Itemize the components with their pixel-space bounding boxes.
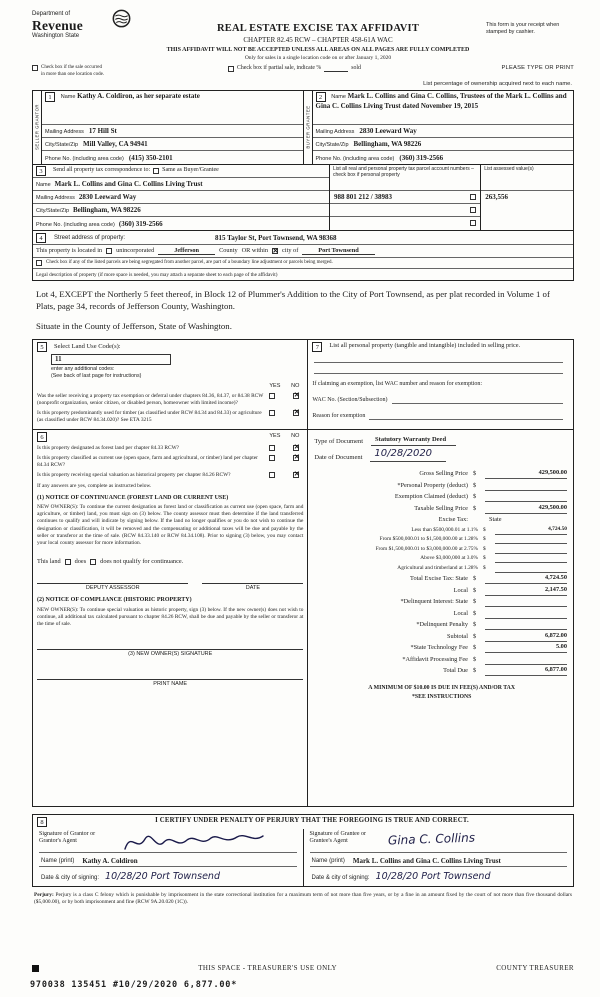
q1-no-checkbox[interactable] [293,393,299,399]
form-title: REAL ESTATE EXCISE TAX AFFIDAVIT [216,23,420,34]
partial-sale-checkbox[interactable] [228,66,234,72]
correspondence-phone-row [33,217,329,230]
section-7-badge: 7 [312,342,322,352]
located-in-label: This property is located in [36,247,103,255]
parcel-number-blank-row [330,204,480,217]
same-as-buyer-label: Same as Buyer/Grantee [162,167,219,174]
title-block [150,9,486,62]
grantor-print-name: Kathy A. Coldiron [82,856,138,865]
buyer-side-strip [304,91,313,164]
assessed-value-column [481,165,573,230]
receipt-note: This form is your receipt when stamped by cashier. [486,22,560,36]
grantee-print-name-row [310,853,568,867]
tax-amount [485,605,567,607]
buyer-name-row [313,91,574,125]
correspondence-phone-label: Phone No. (including area code) [36,222,115,229]
personal-property-checkbox-1[interactable] [470,194,476,200]
dollar-sign: $ [472,481,477,489]
dollar-sign: $ [472,655,477,663]
land-use-column [33,340,308,806]
date-city-label: Date & city of signing: [41,875,100,882]
wac-number-label: WAC No. (Section/Subsection) [312,396,388,403]
exemption-reason-label: Reason for exemption [312,412,366,419]
print-name-line[interactable]: PRINT NAME [37,679,303,688]
minimum-fee-note: A MINIMUM OF $10.00 IS DUE IN FEE(S) AND/OR TAX [368,685,516,692]
correspondence-csz-label: City/State/Zip [36,208,70,215]
excise-tax-table [312,468,571,677]
tax-row-delinquent-interest-local [312,607,571,619]
notice-continuance-text: NEW OWNER(S): To continue the current designation as forest land or classification as current use (open space, farm and agriculture, or timber) land, you must sign on (3) below. The county assessor must then determine if the land transferred continues to qualify and will indicate by signing below. If the land no longer qualifies or you do not wish to continue the designation or classification, it will be removed and the compensating or additional taxes will be due and payable by the seller or transferor at the time of sale. (RCW 84.33.140 or RCW 84.34.108). Prior to signing (3) below, you may contact your local county assessor for more information. [37,504,304,547]
seller-name-value: Kathy A. Coldiron, as her separate estate [77,91,200,100]
correspondence-name-label: Name [36,182,51,189]
city-checkbox[interactable] [272,248,278,254]
personal-property-blank-1[interactable] [314,352,563,363]
wac-number-blank[interactable] [392,396,563,404]
question-text: Is this property receiving special valuation as historical property per chapter 84.26 RCW? [37,471,231,478]
buyer-name-label: Name [331,93,346,100]
legal-description-label: Legal description of property (if more space is needed, you may attach a separate sheet to each page of the affidavit) [36,272,278,279]
tax-amount [485,663,567,665]
dollar-sign: $ [482,555,486,562]
parcel-number-row [330,191,480,204]
grantor-date-city-row [39,867,297,883]
correspondence-mailing-value: 2830 Leeward Way [78,193,137,202]
correspondence-mailing-row [33,191,329,204]
tax-row-exemption-deduct [312,491,571,503]
no-label: NO [291,433,300,440]
tax-label: Total Due [443,667,468,675]
dollar-sign: $ [472,598,477,606]
seller-grantor-box [33,91,304,164]
no-label: NO [291,382,300,389]
historic-yes-checkbox[interactable] [269,472,275,478]
parcel-numbers-header: List all real and personal property tax parcel account numbers – check box if personal property [330,165,480,191]
document-info-block [308,429,573,462]
tax-label: Subtotal [446,632,468,640]
parties-section [32,90,574,165]
tax-row-affidavit-fee [312,653,571,665]
cashier-stamp: 970038 135451 #10/29/2020 6,877.00* [30,980,238,991]
dollar-sign: $ [472,586,477,594]
tax-rate-row-1 [312,525,571,535]
grantee-signature: Gina C. Collins [387,830,475,848]
historic-no-checkbox[interactable] [293,472,299,478]
treasurer-space-label: THIS SPACE - TREASURER'S USE ONLY [198,964,338,973]
this-land-label: This land [37,558,61,566]
tax-amount: 4,724.50 [485,574,567,584]
assessor-signature-lines [37,583,303,592]
buyer-mailing-label: Mailing Address [315,129,355,136]
top-options-row [32,65,574,78]
does-checkbox[interactable] [65,559,71,565]
land-use-header [37,342,303,352]
tax-row-delinquent-penalty [312,619,571,631]
tax-label: Total Excise Tax: State [410,575,468,583]
tax-amount: 6,877.00 [485,666,567,676]
seller-phone-row [42,151,303,164]
section-6-header [33,429,307,442]
unincorporated-checkbox[interactable] [106,248,112,254]
parcel-number-blank-row [330,217,480,230]
tax-amount [485,617,567,619]
street-address-row [33,231,573,245]
does-label: does [74,558,87,566]
yes-label: YES [269,433,281,440]
perjury-label: Perjury: [34,891,54,898]
section-3-badge: 3 [36,166,46,176]
seller-csz-label: City/State/Zip [45,142,79,149]
exemption-reason-row [312,412,571,420]
county-word-label: County [219,247,238,255]
parcel-number-value: 988 801 212 / 38983 [334,192,392,201]
q2-yes-checkbox[interactable] [269,410,275,416]
multi-location-line1: Check box if the sale occurred [41,65,102,71]
tax-label: Local [453,586,468,594]
unincorporated-label: unincorporated [116,247,155,255]
same-as-buyer-checkbox[interactable] [153,168,159,174]
forest-no-checkbox[interactable] [293,445,299,451]
document-date-value: 10/28/2020 [370,448,446,462]
spacer [473,524,485,525]
partial-sale-sold-label: sold [351,65,361,72]
tax-amount: 6,872.00 [485,632,567,642]
city-name-value: Port Townsend [302,247,374,256]
section6-question-2 [37,455,303,469]
tax-label: From $500,000.01 to $1,500,000.00 at 1.28% [379,536,478,543]
logo-revenue: Revenue [32,17,83,33]
seller-mailing-value: 17 Hill St [88,127,117,136]
tax-label: Above $3,000,000 at 3.0% [420,555,478,562]
forest-yes-checkbox[interactable] [269,445,275,451]
tax-label: Gross Selling Price [419,470,468,478]
dollar-sign: $ [472,470,477,478]
seller-mailing-label: Mailing Address [45,129,84,136]
see-back-note: (See back of last page for instructions) [51,373,142,380]
seller-side-strip [33,91,42,164]
grantee-date-city-row [310,867,568,883]
continuance-qualify-row [37,558,303,566]
perjury-clause [32,892,574,907]
section5-question-2 [37,410,303,424]
dollar-sign: $ [482,536,486,543]
grantor-signature-block [33,829,304,886]
new-owner-signature-line[interactable]: (3) NEW OWNER(S) SIGNATURE [37,649,303,658]
seller-csz-row [42,138,303,151]
seller-side-label: SELLER GRANTOR [34,104,40,151]
assessed-value: 263,556 [485,192,508,201]
name-print-label: Name (print) [41,858,75,865]
section-1-badge: 1 [45,92,55,102]
tax-row-technology-fee [312,642,571,654]
buyer-phone-label: Phone No. (including area code) [315,156,395,163]
tax-label: *Delinquent Penalty [416,621,468,629]
dollar-sign: $ [472,493,477,501]
tax-amount [495,552,567,554]
tax-row-local [312,584,571,596]
dollar-sign: $ [482,526,486,533]
does-not-label: does not qualify for continuance. [100,558,184,566]
tax-rate-row-3 [312,544,571,554]
current-use-yes-checkbox[interactable] [269,455,275,461]
notice-compliance-text: NEW OWNER(S): To continue special valuation as historic property, sign (3) below. If the new owner(s) does not wish to continue, all additional tax calculated pursuant to chapter 84.26 RCW, shall be due and payable by the seller or transferor at the time of sale. [37,606,304,627]
segregated-row [33,258,573,269]
tax-label: Exemption Claimed (deduct) [394,493,468,501]
section6-question-3 [37,472,303,479]
tax-rate-row-5 [312,563,571,573]
partial-sale-label: Check box if partial sale, indicate % [237,65,322,72]
tax-amount [495,561,567,563]
tax-amount [485,628,567,630]
buyer-grantee-box [304,91,574,164]
single-location-note: Only for sales in a single location code on or after January 1, 2020 [244,55,392,62]
section-3 [32,164,574,231]
tax-label: Agricultural and timberland at 1.28% [397,564,478,571]
document-type-row [314,436,571,446]
assessed-value-header: List assessed value(s) [481,165,573,191]
name-print-label: Name (print) [311,858,345,865]
tax-label: *Personal Property (deduct) [397,481,468,489]
section5-question-1 [37,393,303,407]
notice-continuance-title: (1) NOTICE OF CONTINUANCE (FOREST LAND OR CURRENT USE) [37,494,229,501]
grantee-date-city-value: 10/28/20 Port Townsend [375,870,491,882]
tax-amount: 429,500.00 [485,469,567,479]
document-type-value: Statutory Warranty Deed [371,436,456,446]
section-8-badge: 8 [37,817,47,827]
seller-name-row [42,91,303,125]
tax-row-subtotal [312,630,571,642]
tax-row-taxable [312,502,571,514]
section-8 [32,814,574,887]
document-date-row [314,448,571,462]
certify-header [33,815,573,829]
grantee-signature-area[interactable] [310,829,568,853]
current-use-no-checkbox[interactable] [293,455,299,461]
tax-correspondence-column [33,165,330,230]
seller-mailing-row [42,125,303,138]
legal-description-label-row [33,269,573,280]
exemption-reason-blank[interactable] [369,412,563,420]
tax-row-total-state [312,573,571,585]
tax-label: Local [453,609,468,617]
yes-label: YES [269,382,281,389]
situate-text: Situate in the County of Jefferson, State of Washington. [36,320,232,331]
does-not-checkbox[interactable] [90,559,96,565]
tax-amount [495,542,567,544]
grantor-signature-area[interactable] [39,829,297,853]
tax-amount [485,500,567,502]
see-instructions-note: *SEE INSTRUCTIONS [411,694,472,701]
deputy-assessor-line[interactable]: DEPUTY ASSESSOR [37,583,188,592]
tax-label: *State Technology Fee [410,644,468,652]
multi-location-option [32,65,202,78]
question-text: Is this property classified as current use (open space, farm and agricultural, or timber) land per chapter 84.34 RCW? [37,454,258,468]
correspondence-phone-value: (360) 319-2566 [118,220,163,229]
correspondence-csz-value: Bellingham, WA 98226 [73,206,141,215]
buyer-mailing-value: 2830 Leeward Way [359,127,417,136]
buyer-csz-row [313,138,574,151]
city-of-label: city of [282,247,299,255]
section-4-badge: 4 [36,233,46,243]
question-text: Is this property predominantly used for timber (as classified under RCW 84.34 and 84.33) or agriculture (as classified under RCW 84.34.020)? See ETA 3215 [37,409,262,423]
q1-yes-checkbox[interactable] [269,393,275,399]
grantor-signature-label: Signature of Grantor or Grantor's Agent [39,830,96,845]
seller-phone-label: Phone No. (including area code) [45,156,124,163]
buyer-side-label: BUYER GRANTEE [304,105,310,150]
dollar-sign: $ [472,575,477,583]
section-5-badge: 5 [37,342,47,352]
document-date-label: Date of Document [314,453,363,461]
dollar-sign: $ [472,621,477,629]
tax-row-personal-deduct [312,479,571,491]
date-city-label: Date & city of signing: [311,875,370,882]
county-name-value: Jefferson [158,247,215,256]
dor-logo [32,9,150,40]
personal-property-label: List all personal property (tangible and intangible) included in selling price. [329,341,521,349]
multi-location-line2: in more than one location code. [41,71,105,77]
tax-row-excise-header [312,514,571,526]
personal-property-checkbox-3[interactable] [470,220,476,226]
multi-location-checkbox[interactable] [32,65,38,71]
excise-tax-label: Excise Tax: [438,516,468,524]
tax-label: Less than $500,000.01 at 1.1% [411,526,478,533]
footer-line [32,964,574,973]
grantor-signature [119,827,269,855]
tax-row-delinquent-interest-state [312,596,571,608]
land-use-label: Select Land Use Code(s): [54,342,121,350]
section-7-header [312,342,571,352]
grantee-signature-label: Signature of Grantee or Grantee's Agent [309,830,366,845]
dollar-sign: $ [472,632,477,640]
dollar-sign: $ [472,609,477,617]
logo-department-of: Department of [32,11,71,17]
multi-location-text [41,65,104,78]
dollar-sign: $ [482,564,486,571]
section6-question-1 [37,445,303,452]
tax-label: *Affidavit Processing Fee [402,655,468,663]
street-address-label: Street address of property: [54,235,126,242]
seller-csz-value: Mill Valley, CA 94941 [83,140,148,149]
form-warning: THIS AFFIDAVIT WILL NOT BE ACCEPTED UNLESS ALL AREAS ON ALL PAGES ARE FULLY COMPLETED [166,46,470,53]
notice-compliance-title: (2) NOTICE OF COMPLIANCE (HISTORIC PROPERTY) [37,597,192,604]
registration-mark [32,965,39,972]
logo-washington-state: Washington State [32,32,80,39]
seller-name-label: Name [60,93,76,100]
excise-state-label: State [488,516,502,524]
personal-property-tax-column [308,340,573,806]
if-yes-note: If any answers are yes, complete as instructed below. [37,482,152,489]
buyer-csz-value: Bellingham, WA 98226 [353,140,422,149]
tax-label: *Delinquent Interest: State [400,598,468,606]
tax-label: Taxable Selling Price [414,504,468,512]
document-type-label: Type of Document [314,438,364,446]
personal-property-checkbox-2[interactable] [470,207,476,213]
question-text: Is this property designated as forest land per chapter 84.33 RCW? [37,444,180,451]
grantor-date-city-value: 10/28/20 Port Townsend [105,870,220,882]
dollar-sign: $ [482,545,486,552]
dor-seal-icon [112,9,131,28]
seller-phone-value: (415) 350-2101 [128,154,173,163]
correspondence-name-value: Mark L. Collins and Gina C. Collins Living Trust [54,180,203,189]
grantee-signature-block [304,829,574,886]
grantor-print-name-row [39,853,297,867]
section5-yes-no-header [37,383,303,390]
buyer-phone-value: (360) 319-2566 [399,154,444,163]
tax-rate-row-4 [312,554,571,564]
tax-amount: 429,500.00 [485,504,567,514]
tax-row-total-due [312,665,571,677]
parcel-numbers-column [330,165,481,230]
wac-number-row [312,396,571,404]
dollar-sign: $ [472,667,477,675]
tax-rate-row-2 [312,535,571,545]
please-type-or-print: PLEASE TYPE OR PRINT [501,65,574,72]
land-use-code-value[interactable]: 11 [51,354,171,365]
question-text: Was the seller receiving a property tax exemption or deferral under chapters 84.36, 84.37, or 84.38 RCW (nonprofit organization, senior citizen, or disabled person, homeowner with limited income)? [37,392,264,406]
street-address-value: 815 Taylor St, Port Townsend, WA 98368 [215,234,337,243]
tax-amount [485,489,567,491]
tax-amount: 5.00 [485,643,567,653]
buyer-csz-label: City/State/Zip [315,142,349,149]
ownership-percentage-note: List percentage of ownership acquired next to each name. [423,80,572,87]
buyer-name-value: Mark L. Collins and Gina C. Collins, Trustees of the Mark L. Collins and Gina C. Collins Living Trust dated November 19, 2015 [315,91,567,110]
correspondence-csz-row [33,204,329,217]
additional-codes-label: enter any additional codes: [51,365,115,372]
correspondence-header-row [33,165,329,178]
tax-amount [495,571,567,573]
tax-amount: 4,724.50 [495,526,567,535]
segregated-checkbox[interactable] [36,260,42,266]
certify-statement: I CERTIFY UNDER PENALTY OF PERJURY THAT THE FOREGOING IS TRUE AND CORRECT. [155,817,469,825]
dollar-sign: $ [472,504,477,512]
assessor-date-line[interactable]: DATE [202,583,303,592]
section-4 [32,230,574,281]
perjury-text: Perjury is a class C felony which is punishable by imprisonment in the state correctional institution for a maximum term of not more than five years, or by a fine in an amount fixed by the court of not more than five thousand dollars ($5,000.00), or by both imprisonment and fine (RCW 9A.20.020 (1C)). [34,891,572,905]
send-correspondence-label: Send all property tax correspondence to: [53,167,151,174]
county-treasurer-label: COUNTY TREASURER [496,964,574,973]
buyer-phone-row [313,151,574,164]
exemption-intro: If claiming an exemption, list WAC number and reason for exemption: [312,380,483,387]
dollar-sign: $ [472,644,477,652]
form-chapter: CHAPTER 82.45 RCW – CHAPTER 458-61A WAC [243,36,393,45]
correspondence-mailing-label: Mailing Address [36,195,75,202]
section-2-badge: 2 [316,92,326,102]
property-location-row [33,245,573,258]
tax-row-gross [312,468,571,480]
q2-no-checkbox[interactable] [293,410,299,416]
personal-property-blank-2[interactable] [314,363,563,374]
legal-description-text: Lot 4, EXCEPT the Northerly 5 feet thereof, in Block 12 of Plummer's Addition to the City of Port Townsend, as per plat recorded in Volume 1 of Plats, page 34, records of Jefferson County, Washington. [36,288,550,312]
buyer-mailing-row [313,125,574,138]
sections-5-6-7 [32,339,574,807]
document-header [32,9,574,62]
partial-sale-percent-blank[interactable] [324,65,348,72]
grantee-print-name: Mark L. Collins and Gina C. Collins Living Trust [352,856,501,865]
tax-amount: 2,147.50 [485,586,567,596]
or-within-label: OR within [241,247,269,255]
correspondence-name-row [33,178,329,191]
partial-sale-option [202,65,444,72]
tax-label: From $1,500,000.01 to $3,000,000.00 at 2.75% [375,545,478,552]
segregated-note: Check box if any of the listed parcels are being segregated from another parcel, are part of a boundary line adjustment or parcels being merged. [46,259,333,265]
section-6-badge: 6 [37,432,47,442]
